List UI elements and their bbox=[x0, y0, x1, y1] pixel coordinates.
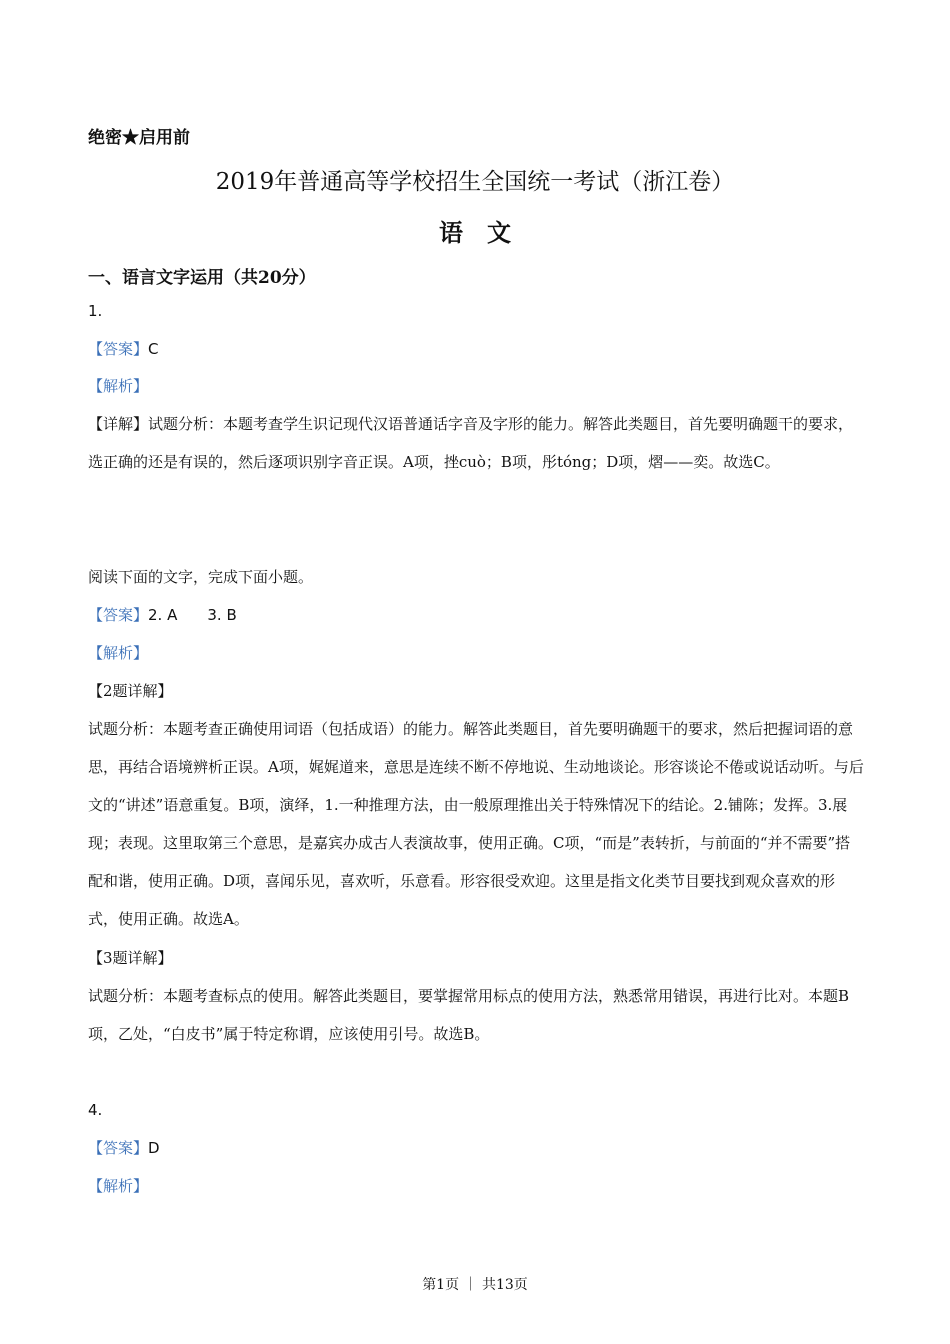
q3-detail-text: 试题分析：本题考查标点的使用。解答此类题目，要掌握常用标点的使用方法，熟悉常用错误，再进行比对。本题B项，乙处，“白皮书”属于特定称谓，应该使用引号。故选B。 bbox=[88, 987, 850, 1043]
reading-intro: 阅读下面的文字，完成下面小题。 bbox=[88, 568, 314, 586]
page-footer: 第1页 ｜ 共13页 bbox=[422, 1277, 528, 1293]
answer-value: C bbox=[148, 340, 159, 358]
q3-detail-tag: 【3题详解】 bbox=[88, 949, 173, 967]
q2-detail-tag: 【2题详解】 bbox=[88, 682, 173, 700]
q4-analysis-tag: 【解析】 bbox=[88, 1177, 149, 1195]
reading-answer bbox=[88, 606, 237, 625]
answer-tag: 【答案】 bbox=[88, 340, 149, 358]
answer-value-b: 3. B bbox=[207, 606, 237, 624]
section-heading: 一、语言文字运用（共20分） bbox=[88, 268, 316, 288]
q1-analysis-tag: 【解析】 bbox=[88, 377, 149, 395]
q1-detail: 【详解】试题分析：本题考查学生识记现代汉语普通话字音及字形的能力。解答此类题目，首先要明确题干的要求，选正确的还是有误的，然后逐项识别字音正误。A项，挫cuò；B项，彤tóng；D项，熠——奕。故选C。 bbox=[88, 415, 854, 471]
reading-analysis-tag: 【解析】 bbox=[88, 644, 149, 662]
q4-number: 4. bbox=[88, 1101, 103, 1119]
exam-title: 2019年普通高等学校招生全国统一考试（浙江卷） bbox=[215, 169, 735, 195]
subject-title: 语 文 bbox=[439, 218, 511, 247]
answer-value-a: 2. A bbox=[148, 606, 178, 624]
answer-tag: 【答案】 bbox=[88, 606, 149, 624]
q1-answer bbox=[88, 340, 159, 359]
q1-number: 1. bbox=[88, 302, 103, 320]
secret-label: 绝密★启用前 bbox=[88, 128, 190, 148]
answer-tag: 【答案】 bbox=[88, 1139, 149, 1157]
q2-detail-text: 试题分析：本题考查正确使用词语（包括成语）的能力。解答此类题目，首先要明确题干的要求，然后把握词语的意思，再结合语境辨析正误。A项，娓娓道来，意思是连续不断不停地说、生动地谈论。形容谈论不倦或说话动听。与后文的“讲述”语意重复。B项，演绎，1.一种推理方法，由一般原理推出关于特殊情况下的结论。2.铺陈；发挥。3.展现；表现。这里取第三个意思，是嘉宾办成古人表演故事，使用正确。C项，“而是”表转折，与前面的“并不需要”搭配和谐，使用正确。D项，喜闻乐见，喜欢听，乐意看。形容很受欢迎。这里是指文化类节目要找到观众喜欢的形式，使用正确。故选A。 bbox=[88, 720, 864, 928]
answer-value: D bbox=[148, 1139, 160, 1157]
q4-answer bbox=[88, 1139, 160, 1158]
